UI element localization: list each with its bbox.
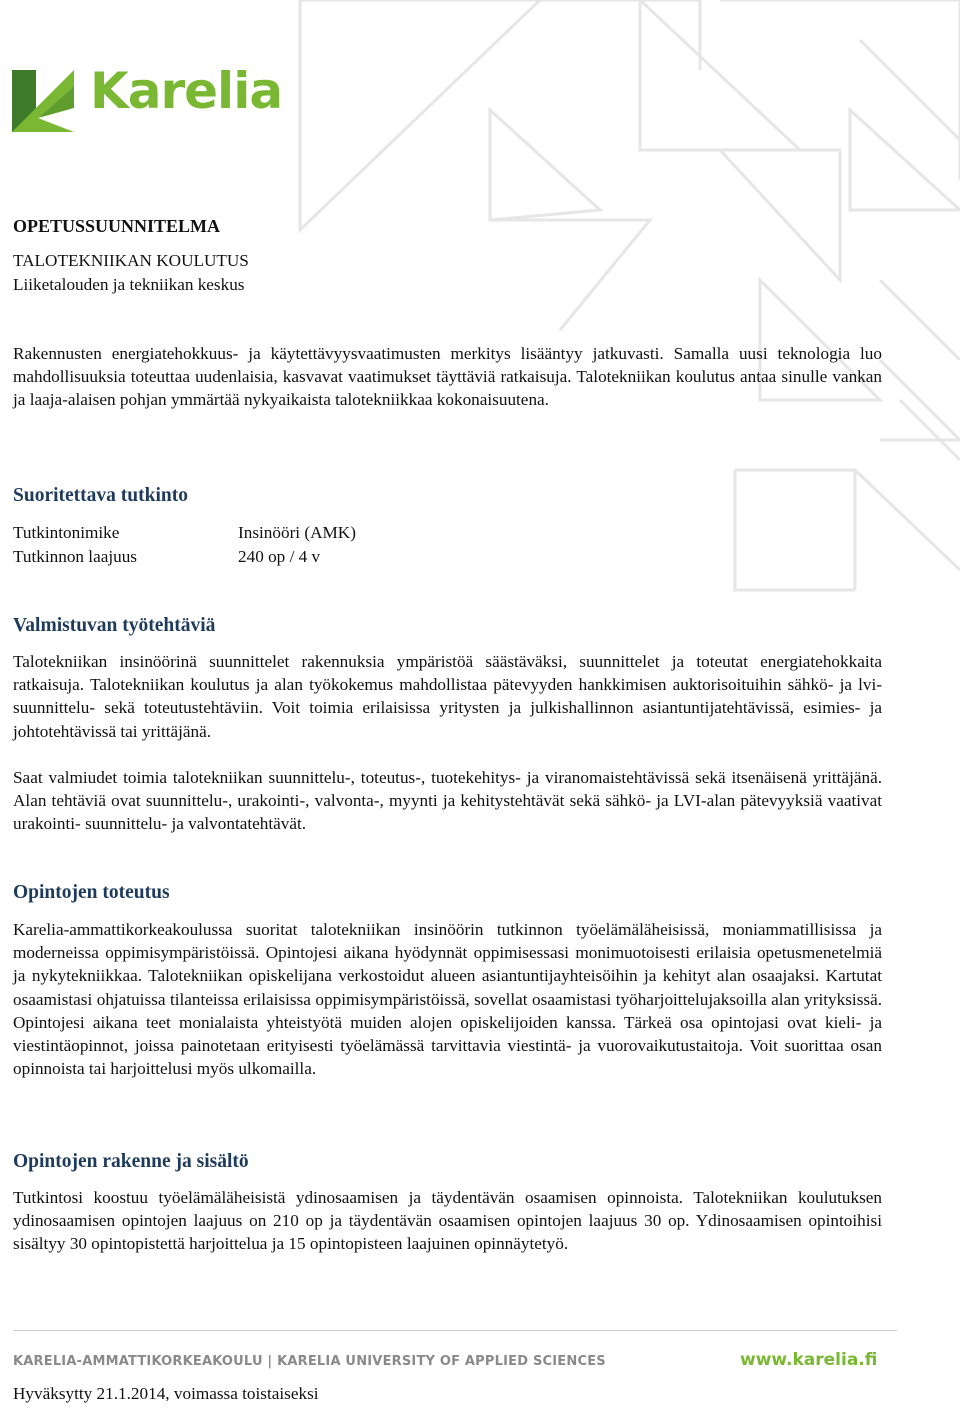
jobs-paragraph-1: Talotekniikan insinöörinä suunnittelet rakennuksia ympäristöä säästäväksi, suunnittelet ja toteutat energiatehokkaita ratkaisuja. Talotekniikan koulutus ja alan työkokemus mahdollistaa pätevyyden hankkimisen auktorisoituihin sähkö- ja lvi-suunnittelu- sekä toteutustehtäviin. Voit toimia erilaisissa yritysten ja julkishallinnon asiantuntijatehtävissä, esimies- ja johtotehtävissä tai yrittäjänä. bbox=[13, 652, 882, 741]
degree-label: Tutkinnon laajuus bbox=[13, 547, 137, 566]
implementation-paragraph: Karelia-ammattikorkeakoulussa suoritat talotekniikan insinöörin tutkinnon työelämäläheisissä, moniammatillisissa ja moderneissa oppimisympäristöissä. Opintojesi aikana hyödynnät oppimisessasi monimuotoisesti erilaisia opetusmenetelmiä ja nykytekniikkaa. Talotekniikan opiskelijana verkostoidut alueen asiantuntijayhteisöihin ja kehityt alan osaajaksi. Kartutat osaamistasi ohjatuissa tilanteissa erilaisissa oppimisympäristöissä, sovellat osaamistasi työharjoittelujaksoilla alan yrityksissä. Opintojesi aikana teet monialaista yhteistyötä muiden alojen opiskelijoiden kanssa. Tärkeä osa opintojasi ovat kieli- ja viestintäopinnot, joissa painotetaan erityisesti työelämässä tarvittavia viestintä- ja vuorovaikutustaitoja. Voit suorittaa osan opinnoista tai harjoittelusi myös ulkomailla. bbox=[13, 920, 882, 1079]
implementation-heading: Opintojen toteutus bbox=[13, 882, 170, 903]
logo-wordmark: Karelia bbox=[90, 62, 283, 120]
degree-label: Tutkintonimike bbox=[13, 523, 120, 542]
karelia-logo bbox=[12, 62, 283, 134]
degree-row bbox=[13, 545, 356, 569]
degree-table bbox=[13, 521, 356, 569]
degree-row bbox=[13, 521, 356, 545]
unit-name: Liiketalouden ja tekniikan keskus bbox=[13, 275, 245, 294]
jobs-heading: Valmistuvan työtehtäviä bbox=[13, 615, 216, 636]
jobs-paragraph-2: Saat valmiudet toimia talotekniikan suunnittelu-, toteutus-, tuotekehitys- ja viranomaistehtävissä sekä itsenäisenä yrittäjänä. Alan tehtäviä ovat suunnittelu-, urakointi-, valvonta-, myynti ja kehitystehtävät sekä sähkö- ja LVI-alan pätevyyksiä vaativat urakointi- suunnittelu- ja valvontatehtävät. bbox=[13, 768, 882, 834]
degree-heading: Suoritettava tutkinto bbox=[13, 485, 188, 506]
approval-note: Hyväksytty 21.1.2014, voimassa toistaiseksi bbox=[13, 1384, 319, 1403]
footer-divider bbox=[13, 1330, 897, 1331]
footer-website-link[interactable]: www.karelia.fi bbox=[740, 1350, 878, 1370]
degree-value: Insinööri (AMK) bbox=[238, 523, 356, 542]
degree-value: 240 op / 4 v bbox=[238, 547, 321, 566]
intro-paragraph: Rakennusten energiatehokkuus- ja käytettävyysvaatimusten merkitys lisääntyy jatkuvasti. Samalla uusi teknologia luo mahdollisuuksia toteuttaa uudenlaisia, kasvavat vaatimukset täyttäviä ratkaisuja. Talotekniikan koulutus antaa sinulle vankan ja laaja-alaisen pohjan ymmärtää nykyaikaista talotekniikkaa kokonaisuutena. bbox=[13, 344, 882, 410]
karelia-logo-mark-icon bbox=[12, 68, 78, 134]
document-title: OPETUSSUUNNITELMA bbox=[13, 216, 221, 236]
footer-institution: KARELIA-AMMATTIKORKEAKOULU | KARELIA UNIVERSITY OF APPLIED SCIENCES bbox=[13, 1354, 606, 1369]
structure-heading: Opintojen rakenne ja sisältö bbox=[13, 1151, 249, 1172]
program-name: TALOTEKNIIKAN KOULUTUS bbox=[13, 251, 249, 270]
structure-paragraph: Tutkintosi koostuu työelämäläheisistä ydinosaamisen ja täydentävän osaamisen opinnoista. Talotekniikan koulutuksen ydinosaamisen opintojen laajuus on 210 op ja täydentävän osaamisen opintojen laajuus 30 op. Ydinosaamisen opintoihisi sisältyy 30 opintopistettä harjoittelua ja 15 opintopisteen laajuinen opinnäytetyö. bbox=[13, 1188, 882, 1254]
